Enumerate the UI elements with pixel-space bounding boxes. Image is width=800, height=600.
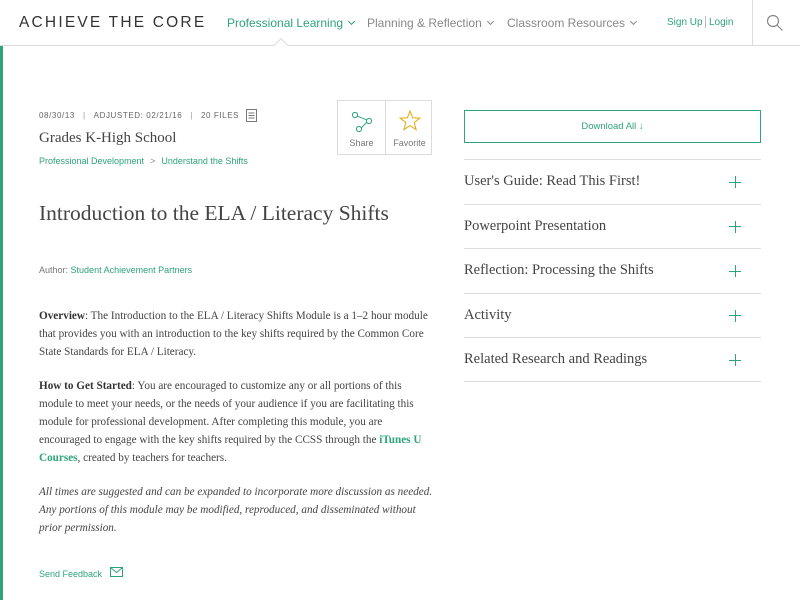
- chevron-down-icon: [487, 18, 494, 25]
- nav-label: Classroom Resources: [507, 16, 626, 30]
- accordion-label: Activity: [464, 306, 512, 323]
- author-line: [39, 265, 192, 275]
- share-button[interactable]: [338, 101, 385, 154]
- nav-label: Professional Learning: [227, 16, 344, 30]
- signup-link[interactable]: Sign Up: [667, 17, 703, 28]
- accordion-label: Powerpoint Presentation: [464, 217, 607, 234]
- note-paragraph: All times are suggested and can be expanded to incorporate more discussion as needed. Any portions of this module may be modified, reproduced, and disseminated without prior permission.: [39, 486, 433, 534]
- page-title: Introduction to the ELA / Literacy Shifts: [39, 201, 389, 225]
- plus-icon[interactable]: [729, 310, 741, 322]
- site-logo[interactable]: ACHIEVE THE CORE: [19, 14, 207, 31]
- grade-range: Grades K-High School: [39, 130, 177, 146]
- accordion-item-powerpoint[interactable]: [464, 204, 761, 249]
- star-icon: [399, 109, 421, 133]
- resource-files: 20 FILES: [200, 111, 240, 120]
- accordion-item-reflection[interactable]: [464, 248, 761, 293]
- document-icon: [246, 109, 257, 122]
- favorite-button[interactable]: [386, 101, 433, 154]
- header-divider: [752, 0, 753, 46]
- plus-icon[interactable]: [729, 221, 741, 233]
- site-header: [0, 0, 800, 46]
- nav-professional-learning[interactable]: [227, 16, 354, 30]
- resource-adjusted: ADJUSTED: 02/21/16: [93, 111, 183, 120]
- resource-date: 08/30/13: [39, 111, 75, 120]
- chevron-down-icon: [630, 18, 637, 25]
- nav-planning-reflection[interactable]: [367, 16, 493, 30]
- plus-icon[interactable]: [729, 265, 741, 277]
- accent-bar: [0, 46, 3, 600]
- author-link[interactable]: Student Achievement Partners: [70, 265, 193, 275]
- nav-label: Planning & Reflection: [367, 16, 482, 30]
- file-accordion: [464, 159, 761, 382]
- chevron-down-icon: [348, 18, 355, 25]
- breadcrumb-professional-development[interactable]: Professional Development: [39, 156, 145, 166]
- accordion-label: User's Guide: Read This First!: [464, 173, 641, 189]
- breadcrumb-separator: >: [150, 156, 156, 166]
- favorite-label: Favorite: [393, 138, 426, 148]
- accordion-item-users-guide[interactable]: [464, 159, 761, 204]
- how-to-tail: , created by teachers for teachers.: [77, 452, 227, 464]
- breadcrumb-understand-shifts[interactable]: Understand the Shifts: [161, 156, 248, 166]
- share-icon: [351, 109, 373, 133]
- share-favorite-box: [337, 100, 432, 155]
- overview-text: : The Introduction to the ELA / Literacy Shifts Module is a 1–2 hour module that provides you with an introduction to the key shifts required by the Common Core State Standards for ELA / Literacy.: [39, 310, 428, 358]
- login-link[interactable]: Login: [709, 17, 734, 28]
- send-feedback-link[interactable]: Send Feedback: [39, 569, 103, 579]
- share-label: Share: [349, 138, 374, 148]
- accordion-item-related-research[interactable]: [464, 337, 761, 382]
- mail-icon[interactable]: [110, 567, 123, 577]
- download-all-button[interactable]: Download All ↓: [464, 110, 761, 143]
- overview-paragraph: [39, 307, 434, 361]
- author-prefix: Author:: [39, 265, 69, 275]
- accordion-label: Related Research and Readings: [464, 351, 648, 367]
- overview-label: Overview: [39, 310, 85, 322]
- nav-classroom-resources[interactable]: [507, 16, 636, 30]
- accordion-item-activity[interactable]: [464, 293, 761, 338]
- accordion-label: Reflection: Processing the Shifts: [464, 262, 654, 278]
- search-icon[interactable]: [766, 14, 784, 32]
- how-to-paragraph: [39, 377, 434, 467]
- how-to-text: : You are encouraged to customize any or all portions of this module to meet your needs, or the needs of your audience if you are facilitating this module for professional development. After completing this module, you are encouraged to engage with the key shifts required by the CCSS through the: [39, 380, 414, 446]
- plus-icon[interactable]: [729, 354, 741, 366]
- auth-divider: [705, 16, 706, 28]
- breadcrumb: [39, 156, 248, 166]
- plus-icon[interactable]: [729, 176, 741, 188]
- itunes-link[interactable]: iTunes U Courses: [39, 434, 422, 464]
- resource-meta: 08/30/13 | ADJUSTED: 02/21/16 | 20 FILES: [39, 111, 240, 120]
- how-to-label: How to Get Started: [39, 380, 132, 392]
